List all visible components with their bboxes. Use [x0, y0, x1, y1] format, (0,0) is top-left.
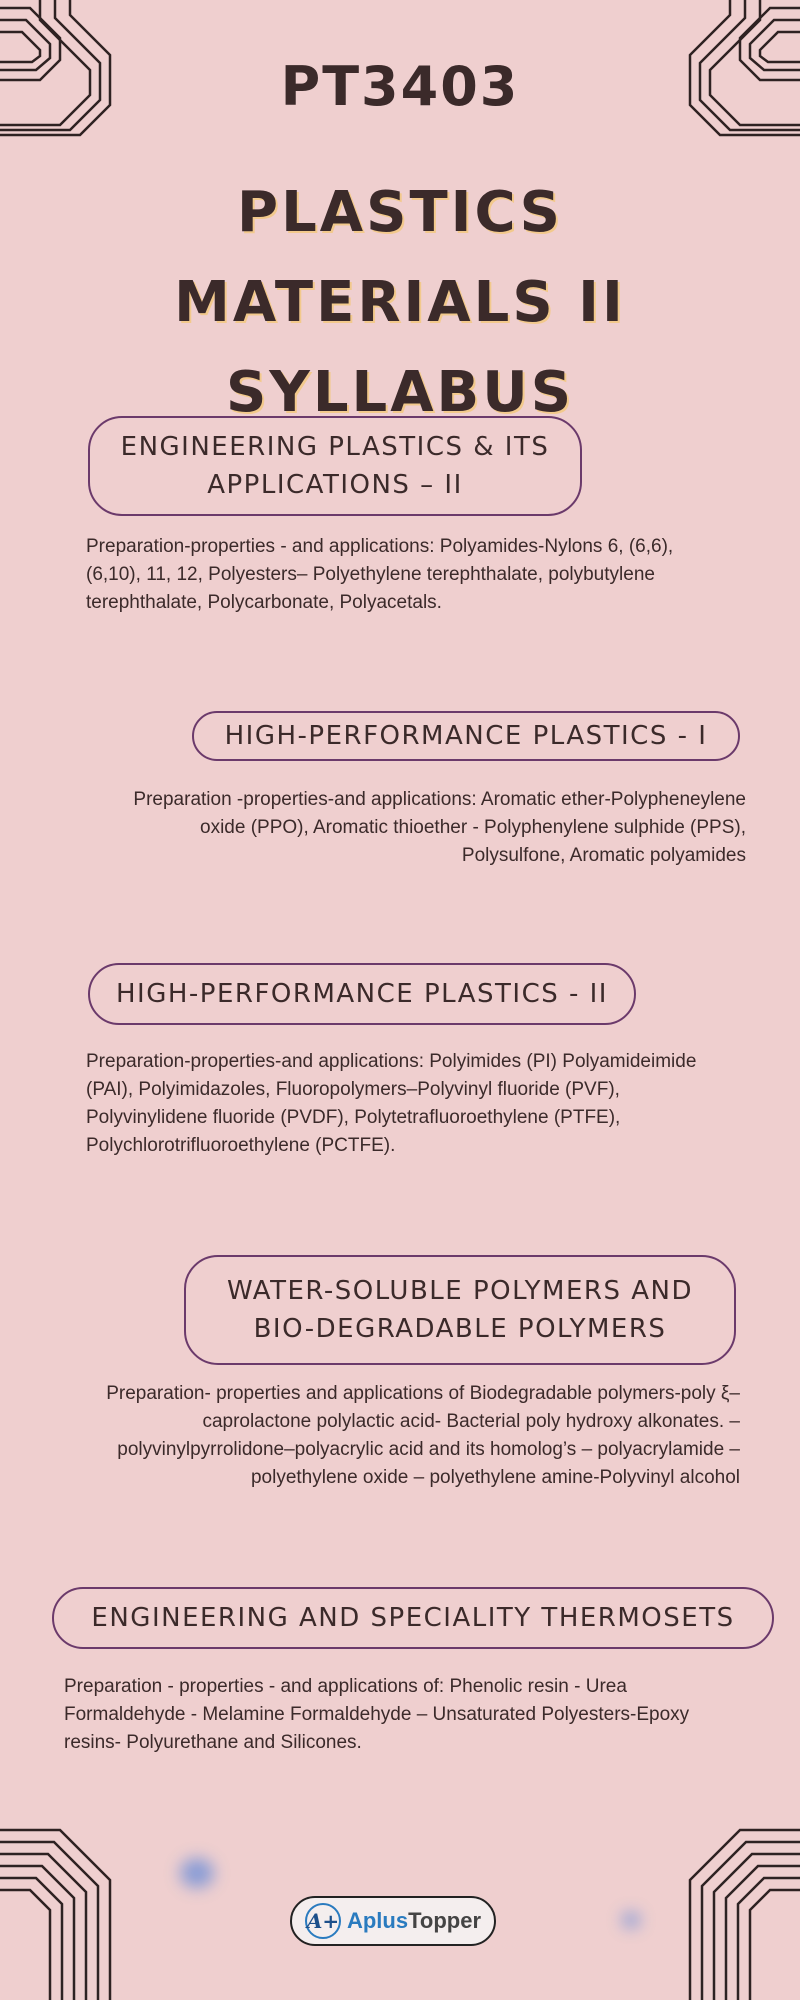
decorative-blur — [622, 1912, 640, 1928]
aplustopper-logo[interactable] — [290, 1896, 496, 1946]
section-heading-high-performance-2: HIGH-PERFORMANCE PLASTICS - II — [88, 963, 636, 1025]
section-body-thermosets: Preparation - properties - and applications of: Phenolic resin - Urea Formaldehyde - Melamine Formaldehyde – Unsaturated Polyesters-Epoxy resins- Polyurethane and Silicones. — [64, 1676, 690, 1753]
page-title: PLASTICS MATERIALS II SYLLABUS — [174, 180, 626, 425]
section-body-engineering-plastics: Preparation-properties - and applications: Polyamides-Nylons 6, (6,6), (6,10), 11, 12, Polyesters– Polyethylene terephthalate, polybutylene terephthalate, Polycarbonate, Polyacetals. — [86, 536, 674, 613]
logo-text-aplus: Aplus — [346, 1908, 409, 1933]
course-code: PT3403 — [280, 55, 520, 118]
section-body-water-soluble: Preparation- properties and applications of Biodegradable polymers-poly ξ–caprolactone polylactic acid- Bacterial poly hydroxy alkonates. – polyvinylpyrrolidone–polyacrylic acid and its homolog’s – polyacrylamide – polyethylene oxide – polyethylene amine-Polyvinyl alcohol — [106, 1383, 740, 1488]
bottom-left-decoration — [0, 1820, 150, 2000]
section-heading-engineering-plastics: ENGINEERING PLASTICS & ITS APPLICATIONS – II — [88, 416, 582, 516]
section-body-high-performance-1: Preparation -properties-and applications: Aromatic ether-Polypheneylene oxide (PPO), Aromatic thioether - Polyphenylene sulphide (PPS), Polysulfone, Aromatic polyamides — [133, 789, 746, 866]
section-heading-high-performance-1: HIGH-PERFORMANCE PLASTICS - I — [192, 711, 740, 761]
section-heading-thermosets: ENGINEERING AND SPECIALITY THERMOSETS — [52, 1587, 774, 1649]
logo-mark-icon: A+ — [305, 1903, 341, 1939]
bottom-right-decoration — [650, 1820, 800, 2000]
decorative-blur — [180, 1858, 214, 1888]
section-body-high-performance-2: Preparation-properties-and applications: Polyimides (PI) Polyamideimide (PAI), Polyimidazoles, Fluoropolymers–Polyvinyl fluoride (PVF), Polyvinylidene fluoride (PVDF), Polytetrafluoroethylene (PTFE), Polychlorotrifluoroethylene (PCTFE). — [86, 1051, 697, 1156]
section-heading-water-soluble: WATER-SOLUBLE POLYMERS AND BIO-DEGRADABLE POLYMERS — [184, 1255, 736, 1365]
logo-text — [347, 1908, 481, 1934]
logo-text-topper: Topper — [408, 1908, 482, 1933]
